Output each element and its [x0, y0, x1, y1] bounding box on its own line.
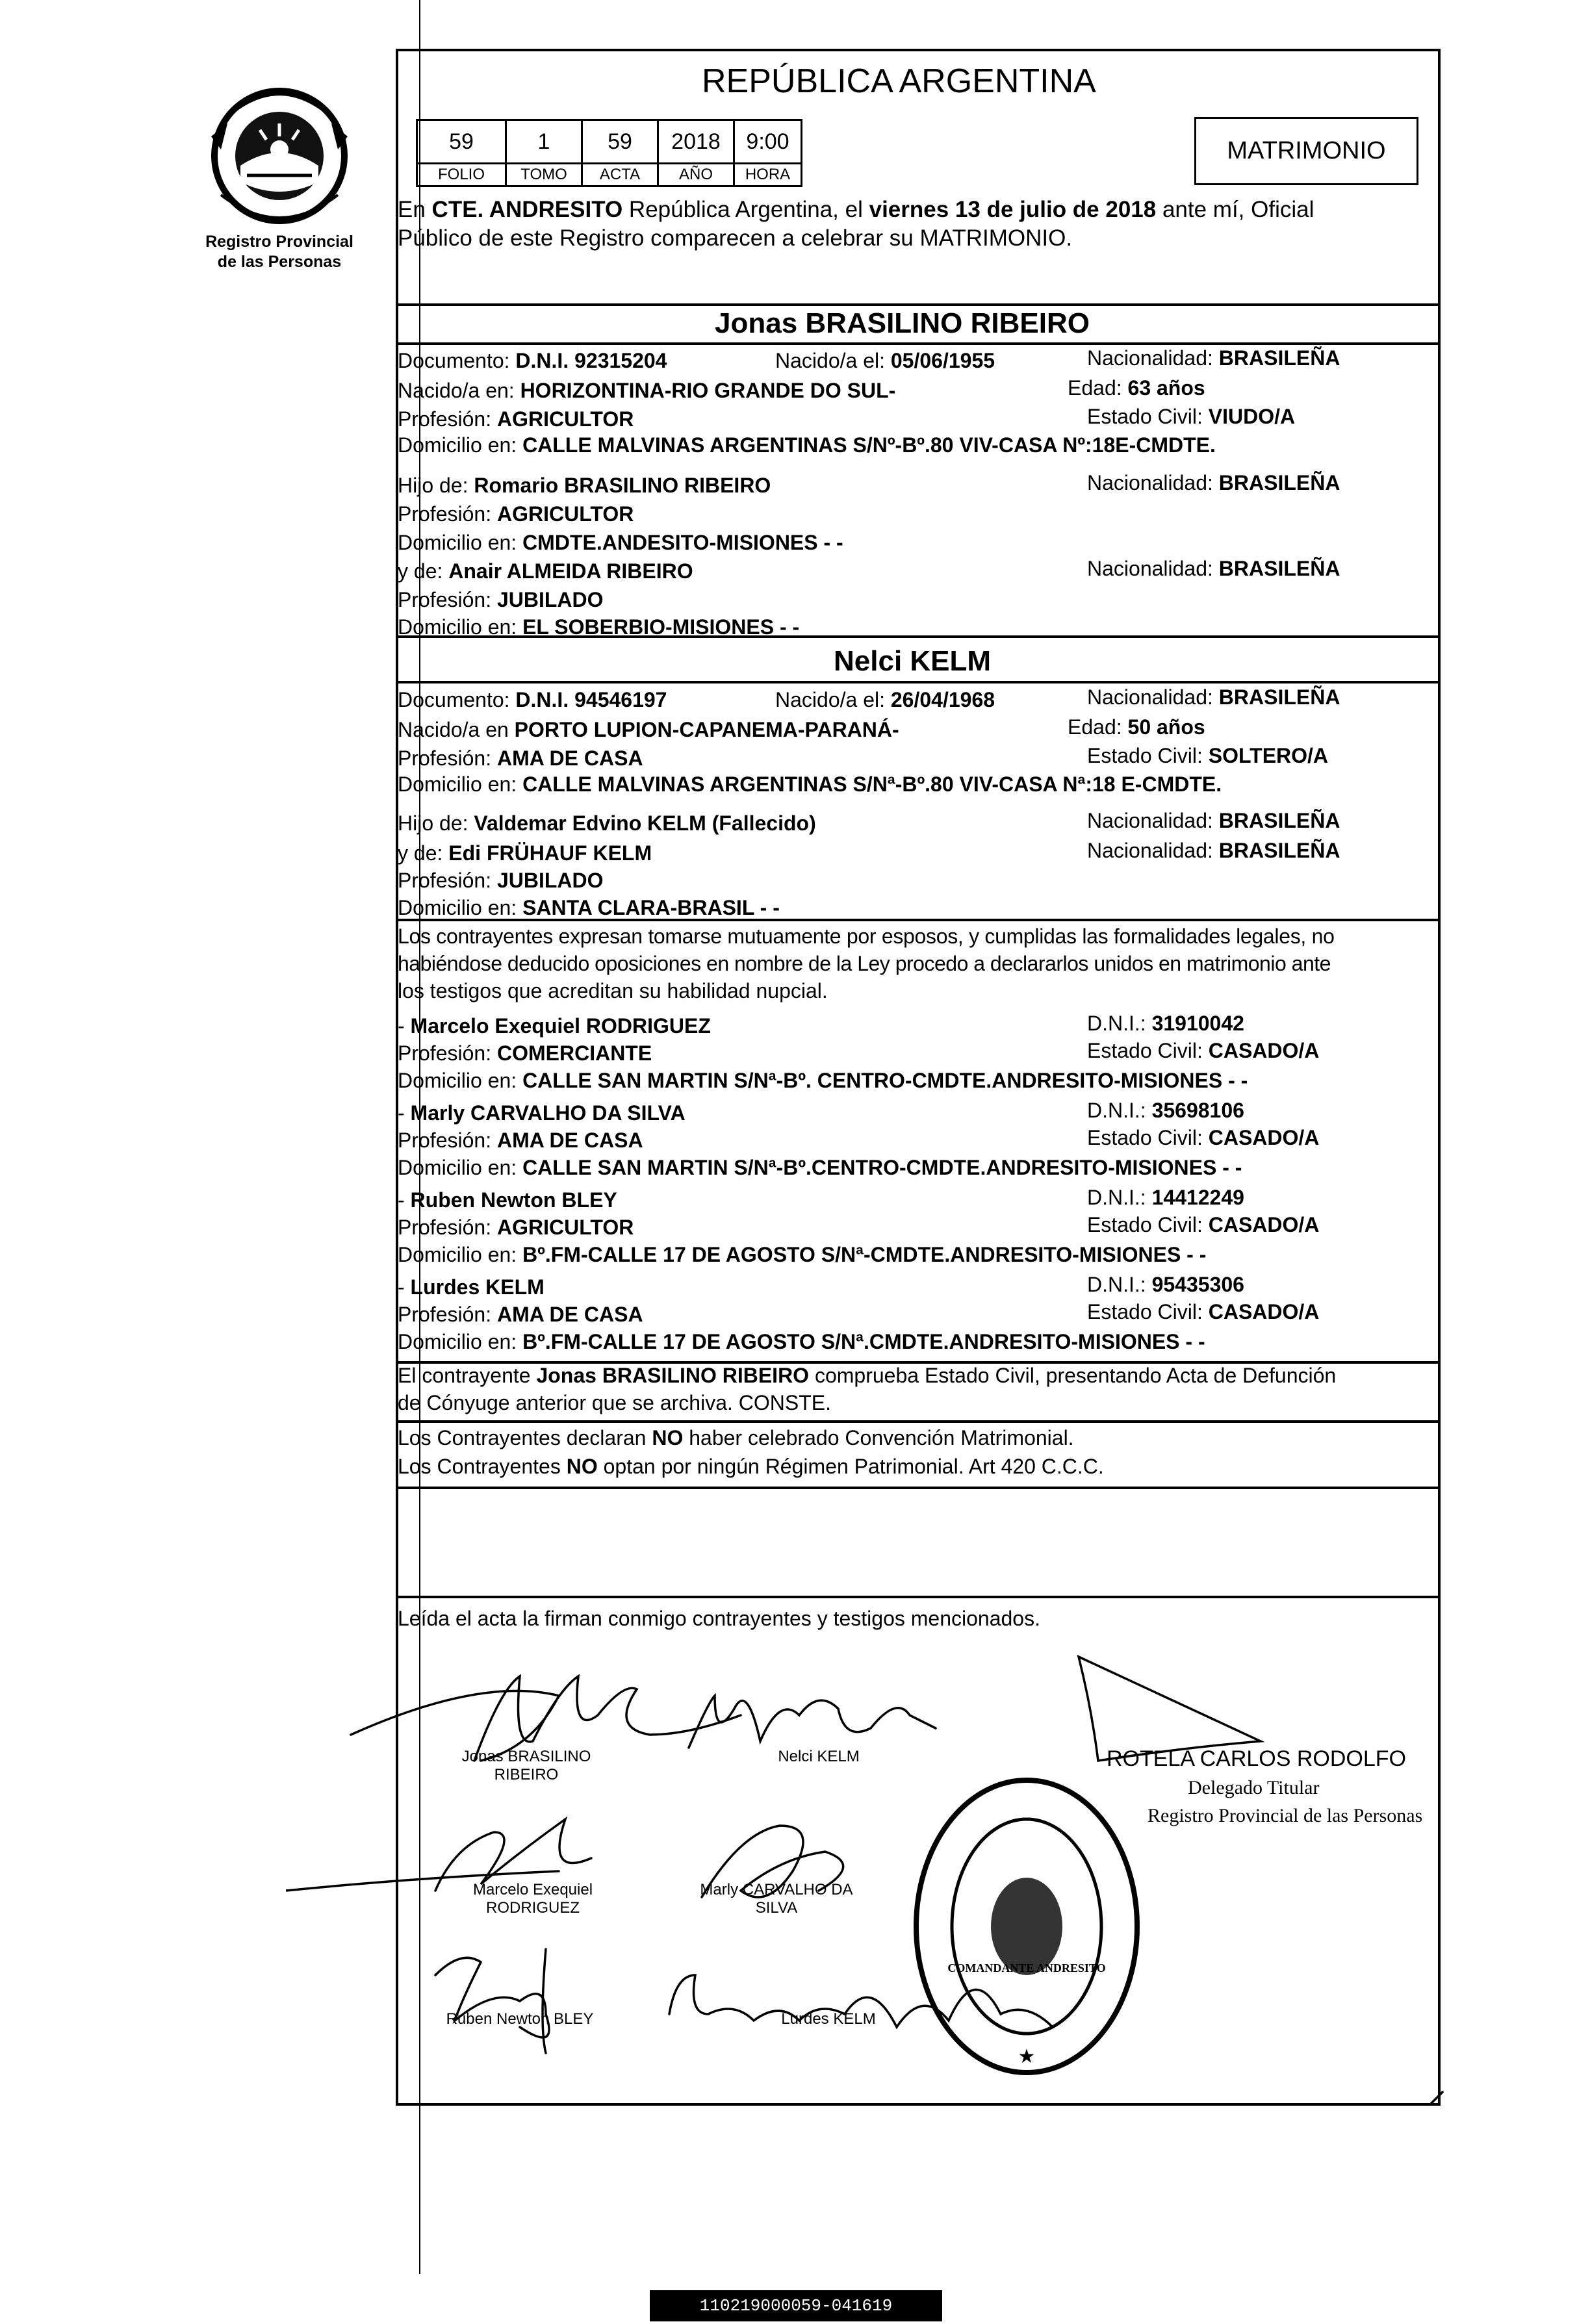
bride-address: Domicilio en: CALLE MALVINAS ARGENTINAS S/Nª-Bº.80 VIV-CASA Nª:18 E-CMDTE. — [398, 773, 1222, 796]
record-label-año: AÑO — [657, 164, 735, 187]
bride-birthplace: Nacido/a en PORTO LUPION-CAPANEMA-PARANÁ- — [398, 718, 899, 741]
signature-caption: Nelci KELM — [778, 1748, 860, 1765]
groom-nationality: Nacionalidad: BRASILEÑA — [1087, 346, 1340, 370]
groom-father-address: Domicilio en: CMDTE.ANDESITO-MISIONES - - — [398, 531, 843, 554]
witness-name: - Ruben Newton BLEY — [398, 1188, 617, 1212]
bride-father-nationality: Nacionalidad: BRASILEÑA — [1087, 809, 1340, 832]
groom-father-profession: Profesión: AGRICULTOR — [398, 502, 634, 526]
witness-address: Domicilio en: Bº.FM-CALLE 17 DE AGOSTO S/Nª-CMDTE.ANDRESITO-MISIONES - - — [398, 1243, 1207, 1266]
intro-prefix: En — [398, 197, 432, 222]
witness-address: Domicilio en: Bº.FM-CALLE 17 DE AGOSTO S/Nª.CMDTE.ANDRESITO-MISIONES - - — [398, 1330, 1205, 1353]
barcode-strip — [650, 2290, 942, 2321]
bride-parents-profession: Profesión: JUBILADO — [398, 869, 604, 892]
intro-line1 — [398, 196, 1314, 223]
groom-mother-address: Domicilio en: EL SOBERBIO-MISIONES - - — [398, 615, 800, 639]
record-label-folio: FOLIO — [416, 164, 507, 187]
groom-father-nationality: Nacionalidad: BRASILEÑA — [1087, 471, 1340, 494]
groom-mother-nationality: Nacionalidad: BRASILEÑA — [1087, 557, 1340, 580]
signature-caption: Lurdes KELM — [781, 2010, 876, 2028]
death-note-line2: de Cónyuge anterior que se archiva. CONSTE. — [398, 1391, 831, 1414]
bride-nationality: Nacionalidad: BRASILEÑA — [1087, 685, 1340, 709]
groom-civil-status: Estado Civil: VIUDO/A — [1087, 405, 1296, 428]
divider-bride-name — [396, 681, 1441, 683]
witness-dni: D.N.I.: 14412249 — [1087, 1186, 1244, 1209]
signature-caption: Marcelo Exequiel RODRIGUEZ — [472, 1881, 593, 1917]
groom-mother: y de: Anair ALMEIDA RIBEIRO — [398, 559, 693, 583]
witness-name: - Lurdes KELM — [398, 1275, 545, 1299]
bride-birthdate: Nacido/a el: 26/04/1968 — [775, 688, 995, 711]
official-title: Delegado Titular — [1188, 1777, 1320, 1798]
signature-caption: Ruben Newton BLEY — [446, 2010, 594, 2028]
regime-note: Los Contrayentes NO optan por ningún Régimen Patrimonial. Art 420 C.C.C. — [398, 1455, 1104, 1478]
groom-birthplace: Nacido/a en: HORIZONTINA-RIO GRANDE DO SUL- — [398, 379, 896, 402]
bride-father: Hijo de: Valdemar Edvino KELM (Fallecido) — [398, 811, 816, 835]
intro-mid: República Argentina, el — [622, 197, 869, 222]
record-value-año: 2018 — [657, 119, 735, 164]
record-value-acta: 59 — [581, 119, 659, 164]
record-label-hora: HORA — [733, 164, 802, 187]
witness-profession: Profesión: AGRICULTOR — [398, 1216, 634, 1239]
intro-suffix: ante mí, Oficial — [1156, 197, 1314, 222]
groom-name: Jonas BRASILINO RIBEIRO — [715, 307, 1090, 339]
witness-name: - Marly CARVALHO DA SILVA — [398, 1101, 686, 1125]
intro-place: CTE. ANDRESITO — [431, 197, 623, 222]
witness-name: - Marcelo Exequiel RODRIGUEZ — [398, 1014, 711, 1038]
divider-notes — [396, 1420, 1441, 1423]
official-org: Registro Provincial de las Personas — [1148, 1805, 1423, 1826]
record-label-tomo: TOMO — [505, 164, 583, 187]
record-label-acta: ACTA — [581, 164, 659, 187]
death-note-line1: El contrayente Jonas BRASILINO RIBEIRO comprueba Estado Civil, presentando Acta de Defunción — [398, 1364, 1337, 1387]
country-title: REPÚBLICA ARGENTINA — [702, 62, 1096, 100]
groom-document: Documento: D.N.I. 92315204 — [398, 349, 667, 372]
bride-age: Edad: 50 años — [1068, 715, 1205, 739]
record-table — [416, 119, 810, 187]
provincial-emblem — [201, 78, 357, 240]
bride-name: Nelci KELM — [834, 645, 992, 677]
groom-birthdate: Nacido/a el: 05/06/1955 — [775, 349, 995, 372]
signature-caption: Marly CARVALHO DA SILVA — [700, 1881, 853, 1917]
witness-civil-status: Estado Civil: CASADO/A — [1087, 1300, 1320, 1323]
signature-scribbles — [286, 1637, 1520, 2105]
bride-civil-status: Estado Civil: SOLTERO/A — [1087, 744, 1329, 767]
bride-parents-address: Domicilio en: SANTA CLARA-BRASIL - - — [398, 896, 780, 919]
declaration-line3: los testigos que acreditan su habilidad nupcial. — [398, 979, 828, 1002]
intro-line2: Público de este Registro comparecen a celebrar su MATRIMONIO. — [398, 225, 1073, 251]
bride-mother-nationality: Nacionalidad: BRASILEÑA — [1087, 839, 1340, 862]
signature-official — [1079, 1657, 1261, 1761]
registry-name-line1: Registro Provincial — [205, 233, 353, 251]
emblem-seal-icon — [201, 78, 357, 240]
witness-civil-status: Estado Civil: CASADO/A — [1087, 1213, 1320, 1236]
bride-profession: Profesión: AMA DE CASA — [398, 747, 643, 770]
witness-profession: Profesión: AMA DE CASA — [398, 1129, 643, 1152]
barcode-text: 110219000059-041619 — [699, 2296, 893, 2316]
registry-name-line2: de las Personas — [217, 253, 342, 271]
groom-mother-profession: Profesión: JUBILADO — [398, 588, 604, 611]
act-type-label: MATRIMONIO — [1227, 137, 1386, 164]
groom-father: Hijo de: Romario BRASILINO RIBEIRO — [398, 474, 771, 497]
svg-text:★: ★ — [1018, 2046, 1036, 2067]
witness-civil-status: Estado Civil: CASADO/A — [1087, 1039, 1320, 1062]
declaration-line1: Los contrayentes expresan tomarse mutuamente por esposos, y cumplidas las formalidades legales, no — [398, 925, 1335, 948]
bride-mother: y de: Edi FRÜHAUF KELM — [398, 841, 652, 865]
witness-dni: D.N.I.: 95435306 — [1087, 1273, 1244, 1296]
signature-caption: Jonas BRASILINO RIBEIRO — [461, 1748, 591, 1783]
witness-profession: Profesión: COMERCIANTE — [398, 1041, 652, 1065]
signature-nelci — [689, 1696, 936, 1748]
divider-groom-name — [396, 342, 1441, 345]
record-value-tomo: 1 — [505, 119, 583, 164]
signatures-intro: Leída el acta la firman conmigo contrayentes y testigos mencionados. — [398, 1607, 1040, 1630]
divider-blank — [396, 1596, 1441, 1598]
witness-civil-status: Estado Civil: CASADO/A — [1087, 1126, 1320, 1149]
record-value-folio: 59 — [416, 119, 507, 164]
groom-profession: Profesión: AGRICULTOR — [398, 407, 634, 431]
convention-note: Los Contrayentes declaran NO haber celebrado Convención Matrimonial. — [398, 1426, 1074, 1449]
record-value-hora: 9:00 — [733, 119, 802, 164]
divider-regime — [396, 1487, 1441, 1489]
act-type-badge — [1194, 117, 1418, 185]
divider-header — [396, 303, 1441, 306]
witness-dni: D.N.I.: 31910042 — [1087, 1012, 1244, 1035]
signature-marcelo — [286, 1819, 591, 1891]
witness-address: Domicilio en: CALLE SAN MARTIN S/Nª-Bº.CENTRO-CMDTE.ANDRESITO-MISIONES - - — [398, 1156, 1242, 1179]
groom-address: Domicilio en: CALLE MALVINAS ARGENTINAS S/Nº-Bº.80 VIV-CASA Nº:18E-CMDTE. — [398, 433, 1216, 457]
stamp-inner-text: COMANDANTE ANDRESITO — [947, 1961, 1106, 1974]
signature-ruben — [435, 1949, 549, 2053]
bride-document: Documento: D.N.I. 94546197 — [398, 688, 667, 711]
declaration-line2: habiéndose deducido oposiciones en nombre de la Ley procedo a declararlos unidos en matrimonio ante — [398, 952, 1331, 975]
witness-profession: Profesión: AMA DE CASA — [398, 1303, 643, 1326]
groom-age: Edad: 63 años — [1068, 376, 1205, 400]
witness-dni: D.N.I.: 35698106 — [1087, 1099, 1244, 1122]
official-name: ROTELA CARLOS RODOLFO — [1107, 1746, 1406, 1771]
witness-address: Domicilio en: CALLE SAN MARTIN S/Nª-Bº. CENTRO-CMDTE.ANDRESITO-MISIONES - - — [398, 1069, 1248, 1092]
intro-date: viernes 13 de julio de 2018 — [869, 197, 1157, 222]
